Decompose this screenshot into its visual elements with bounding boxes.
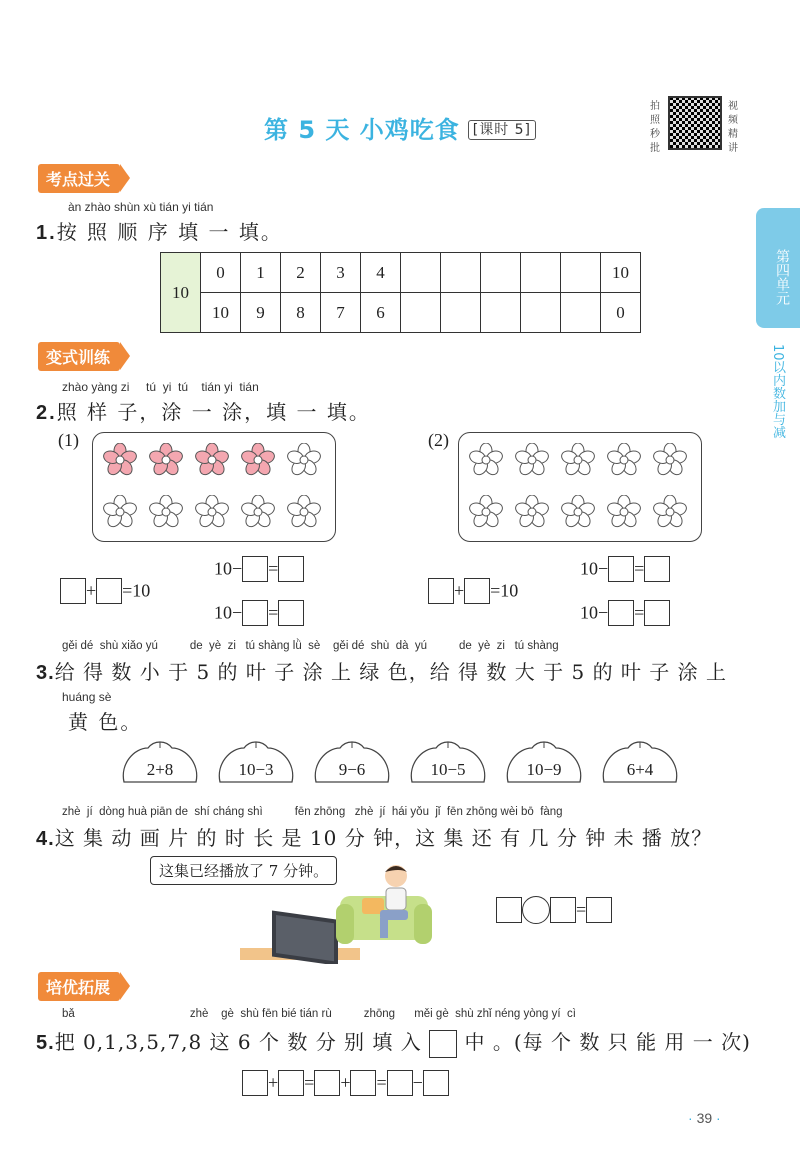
q1-cell[interactable] bbox=[401, 293, 441, 333]
plus-sign: + bbox=[340, 1072, 351, 1093]
qr-left-text: 拍照秒批 bbox=[650, 101, 660, 154]
answer-box[interactable] bbox=[350, 1070, 376, 1096]
leaf[interactable] bbox=[598, 738, 682, 788]
q5-text-after: 中 。(每 个 数 只 能 用 一 次) bbox=[464, 1030, 751, 1054]
flower-icon[interactable] bbox=[287, 443, 321, 477]
tv-sofa-illustration bbox=[240, 860, 440, 964]
section-label-3: 培优拓展 bbox=[38, 972, 120, 1001]
leaf[interactable] bbox=[214, 738, 298, 788]
page-number: · 39 · bbox=[688, 1110, 721, 1126]
q1-cell[interactable]: 10 bbox=[201, 293, 241, 333]
q5-question bbox=[36, 1026, 751, 1058]
q2-part2-subtraction-2 bbox=[580, 600, 670, 626]
answer-box[interactable] bbox=[242, 1070, 268, 1096]
answer-box[interactable] bbox=[423, 1070, 449, 1096]
leaf-expression: 2+8 bbox=[146, 760, 174, 779]
q1-cell[interactable] bbox=[481, 253, 521, 293]
ten-minus: 10− bbox=[214, 558, 243, 579]
q1-cell[interactable]: 0 bbox=[601, 293, 641, 333]
answer-box[interactable] bbox=[550, 897, 576, 923]
answer-box[interactable] bbox=[586, 897, 612, 923]
answer-box[interactable] bbox=[496, 897, 522, 923]
q1-pinyin: àn zhào shùn xù tián yi tián bbox=[68, 200, 214, 214]
q1-cell[interactable] bbox=[441, 293, 481, 333]
leaf-expression: 9−6 bbox=[338, 760, 366, 779]
leaf[interactable] bbox=[310, 738, 394, 788]
flower-icon[interactable] bbox=[241, 495, 275, 529]
q3-question bbox=[36, 656, 727, 685]
flower-icon[interactable] bbox=[561, 443, 595, 477]
answer-box[interactable] bbox=[464, 578, 490, 604]
answer-box[interactable] bbox=[278, 1070, 304, 1096]
q1-cell[interactable]: 7 bbox=[321, 293, 361, 333]
q4-text: 这 集 动 画 片 的 时 长 是 10 分 钟，这 集 还 有 几 分 钟 未 播 放？ bbox=[54, 826, 713, 850]
q2-part1-subtraction-1 bbox=[214, 556, 304, 582]
equals-sign: = bbox=[268, 558, 279, 579]
minus-sign: − bbox=[412, 1072, 423, 1093]
q2-part1-addition bbox=[60, 578, 150, 604]
q3-number: 3. bbox=[36, 662, 55, 684]
q1-cell[interactable] bbox=[481, 293, 521, 333]
answer-box[interactable] bbox=[608, 600, 634, 626]
ten-minus: 10− bbox=[214, 602, 243, 623]
q1-cell[interactable] bbox=[401, 253, 441, 293]
q4-number: 4. bbox=[36, 828, 55, 850]
flower-icon[interactable] bbox=[469, 495, 503, 529]
q3-text: 给 得 数 小 于 5 的 叶 子 涂 上 绿 色，给 得 数 大 于 5 的 叶 子 涂 上 bbox=[54, 660, 727, 684]
flower-icon[interactable] bbox=[561, 495, 595, 529]
flower-icon[interactable] bbox=[653, 443, 687, 477]
q2-part1-label: (1) bbox=[58, 430, 79, 450]
qr-right-text: 视频精讲 bbox=[728, 101, 738, 154]
answer-box[interactable] bbox=[314, 1070, 340, 1096]
q4-equation bbox=[496, 896, 612, 924]
q1-cell[interactable]: 2 bbox=[281, 253, 321, 293]
flower-icon[interactable] bbox=[103, 443, 137, 477]
equals-ten: =10 bbox=[490, 580, 519, 601]
flower-icon[interactable] bbox=[195, 443, 229, 477]
q5-pinyin: bǎ zhè gè shù fēn bié tián rù zhōng měi gè shù zhǐ néng yòng yí cì bbox=[62, 1008, 576, 1020]
q2-part1-subtraction-2 bbox=[214, 600, 304, 626]
plus-sign: + bbox=[268, 1072, 279, 1093]
answer-box-sample bbox=[429, 1030, 457, 1058]
q3-text-2: 黄 色。 bbox=[68, 710, 143, 734]
equals-sign: = bbox=[634, 558, 645, 579]
leaf-expression: 10−5 bbox=[430, 760, 466, 779]
q5-number: 5. bbox=[36, 1032, 55, 1054]
answer-box[interactable] bbox=[278, 600, 304, 626]
unit-topic: 10以内数加与减 bbox=[770, 344, 785, 439]
flower-icon[interactable] bbox=[515, 495, 549, 529]
q2-part2-subtraction-1 bbox=[580, 556, 670, 582]
answer-box[interactable] bbox=[428, 578, 454, 604]
q1-cell[interactable]: 1 bbox=[241, 253, 281, 293]
q2-text: 照 样 子，涂 一 涂，填 一 填。 bbox=[56, 400, 371, 424]
section-label-2: 变式训练 bbox=[38, 342, 120, 371]
q1-cell[interactable] bbox=[521, 293, 561, 333]
q1-sequence-table bbox=[160, 252, 641, 333]
q1-cell[interactable] bbox=[521, 253, 561, 293]
q2-part2-flowerbox bbox=[458, 432, 702, 542]
leaf[interactable] bbox=[502, 738, 586, 788]
flower-icon[interactable] bbox=[149, 443, 183, 477]
q3-pinyin-2: huáng sè bbox=[62, 690, 112, 704]
flower-icon[interactable] bbox=[469, 443, 503, 477]
ten-minus: 10− bbox=[580, 558, 609, 579]
flower-icon[interactable] bbox=[241, 443, 275, 477]
q2-part2-label: (2) bbox=[428, 430, 449, 450]
flower-icon[interactable] bbox=[103, 495, 137, 529]
answer-box[interactable] bbox=[242, 600, 268, 626]
q1-text: 按 照 顺 序 填 一 填。 bbox=[56, 220, 283, 244]
leaf-expression: 6+4 bbox=[626, 760, 654, 779]
title-main: 第 5 天 小鸡吃食 bbox=[263, 116, 460, 144]
q2-question bbox=[36, 396, 371, 425]
section-label-1: 考点过关 bbox=[38, 164, 120, 193]
flower-icon[interactable] bbox=[287, 495, 321, 529]
q1-number: 1. bbox=[36, 222, 57, 244]
answer-box[interactable] bbox=[644, 556, 670, 582]
equals-sign: = bbox=[576, 899, 587, 920]
equals-ten: =10 bbox=[122, 580, 151, 601]
q1-cell[interactable] bbox=[441, 253, 481, 293]
q1-cell[interactable]: 8 bbox=[281, 293, 321, 333]
answer-box[interactable] bbox=[608, 556, 634, 582]
equals-sign: = bbox=[304, 1072, 315, 1093]
q4-pinyin: zhè jí dòng huà piān de shí cháng shì fēn zhōng zhè jí hái yǒu jǐ fēn zhōng wèi bō fàng bbox=[62, 806, 563, 818]
q2-number: 2. bbox=[36, 402, 57, 424]
flower-icon[interactable] bbox=[653, 495, 687, 529]
flower-icon[interactable] bbox=[607, 443, 641, 477]
answer-box[interactable] bbox=[242, 556, 268, 582]
leaf[interactable] bbox=[406, 738, 490, 788]
equals-sign: = bbox=[634, 602, 645, 623]
answer-box[interactable] bbox=[644, 600, 670, 626]
equals-sign: = bbox=[268, 602, 279, 623]
q2-part2-addition bbox=[428, 578, 518, 604]
ten-minus: 10− bbox=[580, 602, 609, 623]
plus-sign: + bbox=[454, 580, 465, 601]
q1-question bbox=[36, 216, 283, 245]
q1-cell[interactable]: 6 bbox=[361, 293, 401, 333]
q1-cell[interactable] bbox=[561, 253, 601, 293]
equals-sign: = bbox=[376, 1072, 387, 1093]
q1-head-cell: 10 bbox=[161, 253, 201, 333]
q1-cell[interactable]: 10 bbox=[601, 253, 641, 293]
q2-part1-flowerbox bbox=[92, 432, 336, 542]
q2-pinyin: zhào yàng zi tú yi tú tián yi tián bbox=[62, 380, 259, 394]
lesson-tag: [课时 5] bbox=[468, 120, 536, 140]
leaf[interactable] bbox=[118, 738, 202, 788]
q1-cell[interactable]: 9 bbox=[241, 293, 281, 333]
q1-cell[interactable]: 3 bbox=[321, 253, 361, 293]
q1-cell[interactable]: 0 bbox=[201, 253, 241, 293]
answer-box[interactable] bbox=[60, 578, 86, 604]
leaf-expression: 10−3 bbox=[238, 760, 274, 779]
operator-circle[interactable] bbox=[522, 896, 550, 924]
speech-bubble: 这集已经播放了 7 分钟。 bbox=[150, 856, 337, 885]
answer-box[interactable] bbox=[96, 578, 122, 604]
flower-icon[interactable] bbox=[195, 495, 229, 529]
plus-sign: + bbox=[86, 580, 97, 601]
q5-text: 把 0,1,3,5,7,8 这 6 个 数 分 别 填 入 bbox=[54, 1030, 422, 1054]
q1-cell[interactable]: 4 bbox=[361, 253, 401, 293]
unit-tab: 第四单元 bbox=[756, 208, 800, 328]
q3-pinyin: gěi dé shù xiǎo yú de yè zi tú shàng lǜ sè gěi dé shù dà yú de yè zi tú shàng bbox=[62, 640, 559, 652]
flower-icon[interactable] bbox=[607, 495, 641, 529]
answer-box[interactable] bbox=[278, 556, 304, 582]
leaf-expression: 10−9 bbox=[526, 760, 562, 779]
flower-icon[interactable] bbox=[149, 495, 183, 529]
flower-icon[interactable] bbox=[515, 443, 549, 477]
q1-cell[interactable] bbox=[561, 293, 601, 333]
q4-question bbox=[36, 822, 712, 851]
qr-code-icon[interactable] bbox=[668, 96, 722, 150]
answer-box[interactable] bbox=[387, 1070, 413, 1096]
q5-equation bbox=[242, 1070, 449, 1096]
